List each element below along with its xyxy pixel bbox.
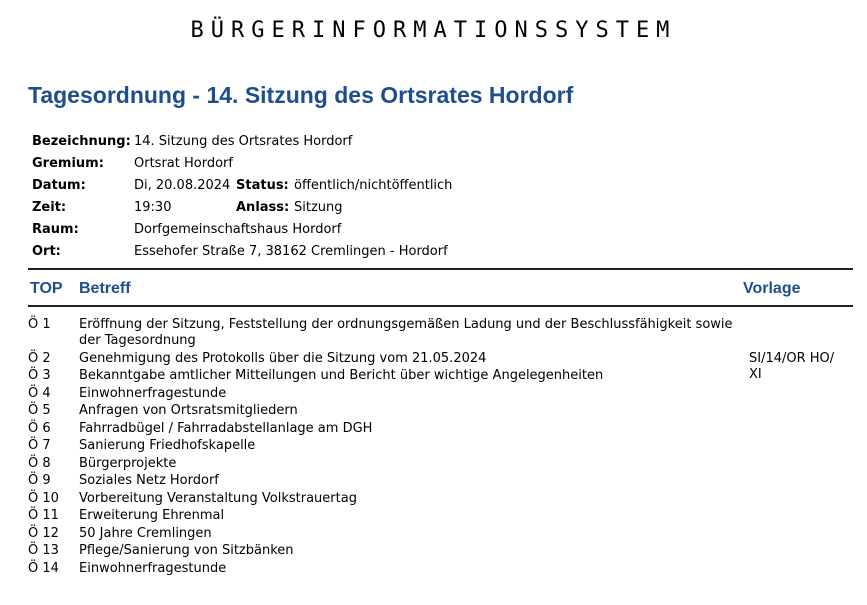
divider-top: [28, 268, 853, 270]
agenda-betreff-link[interactable]: Genehmigung des Protokolls über die Sitzung vom 21.05.2024: [79, 350, 487, 366]
agenda-top-number: Ö 12: [28, 525, 59, 541]
agenda-top-number: Ö 6: [28, 420, 51, 436]
agenda-row: [28, 368, 853, 386]
agenda-top-number: Ö 4: [28, 385, 51, 401]
agenda-row: [28, 386, 853, 404]
agenda-betreff-link[interactable]: Einwohnerfragestunde: [79, 560, 227, 576]
zeit-value: 19:30: [134, 200, 172, 215]
datum-label: Datum:: [32, 178, 86, 193]
agenda-betreff-link[interactable]: Fahrradbügel / Fahrradabstellanlage am DGH: [79, 420, 373, 436]
agenda-betreff-link[interactable]: Sanierung Friedhofskapelle: [79, 438, 256, 453]
raum-value: Dorfgemeinschaftshaus Hordorf: [134, 222, 342, 237]
agenda-vorlage-link[interactable]: SI/14/OR HO/ XI: [749, 350, 835, 382]
divider-header: [28, 305, 853, 307]
agenda-row: [28, 403, 853, 421]
agenda-betreff-link[interactable]: Bürgerprojekte: [79, 455, 177, 471]
header-betreff[interactable]: Betreff: [79, 280, 131, 297]
agenda-betreff-link[interactable]: Pflege/Sanierung von Sitzbänken: [79, 543, 294, 558]
raum-label: Raum:: [32, 222, 79, 237]
header-top[interactable]: TOP: [30, 280, 63, 297]
status-label: Status:: [236, 178, 289, 193]
agenda-row: [28, 456, 853, 474]
agenda-betreff-link[interactable]: Anfragen von Ortsratsmitgliedern: [79, 403, 298, 418]
zeit-label: Zeit:: [32, 200, 67, 215]
agenda-row: [28, 438, 853, 456]
agenda-top-number: Ö 9: [28, 473, 51, 488]
anlass-value: Sitzung: [294, 200, 343, 215]
page-title: Tagesordnung - 14. Sitzung des Ortsrates Hordorf: [28, 82, 574, 108]
agenda-row: [28, 473, 853, 491]
bezeichnung-value: 14. Sitzung des Ortsrates Hordorf: [134, 134, 353, 149]
agenda-top-number: Ö 5: [28, 403, 51, 418]
agenda-betreff-link[interactable]: Einwohnerfragestunde: [79, 385, 227, 401]
ort-label: Ort:: [32, 244, 61, 259]
gremium-link[interactable]: Ortsrat Hordorf: [134, 156, 233, 171]
agenda-top-number: Ö 2: [28, 350, 51, 366]
agenda-top-number: Ö 14: [28, 560, 59, 576]
anlass-label: Anlass:: [236, 200, 290, 215]
agenda-row: [28, 508, 853, 526]
agenda-header: [28, 280, 853, 302]
agenda-row: [28, 317, 853, 351]
bezeichnung-label: Bezeichnung:: [32, 134, 131, 149]
agenda-top-number: Ö 7: [28, 438, 51, 453]
agenda-top-number: Ö 13: [28, 543, 59, 558]
header-vorlage[interactable]: Vorlage: [743, 280, 801, 297]
agenda-top-number: Ö 10: [28, 490, 59, 506]
agenda-betreff-link[interactable]: Soziales Netz Hordorf: [79, 473, 219, 488]
agenda-top-number: Ö 11: [28, 508, 59, 523]
system-title: BÜRGERINFORMATIONSSYSTEM: [190, 18, 677, 43]
agenda-row: [28, 526, 853, 544]
agenda-betreff-link[interactable]: Vorbereitung Veranstaltung Volkstrauertag: [79, 490, 357, 506]
agenda-row: [28, 421, 853, 439]
agenda-top-number: Ö 1: [28, 317, 51, 332]
ort-value: Essehofer Straße 7, 38162 Cremlingen - Hordorf: [134, 244, 448, 259]
status-value: öffentlich/nichtöffentlich: [294, 178, 453, 193]
agenda-top-number: Ö 3: [28, 368, 51, 383]
gremium-label: Gremium:: [32, 156, 104, 171]
agenda-row: [28, 561, 853, 579]
agenda-betreff-link[interactable]: Erweiterung Ehrenmal: [79, 508, 225, 523]
agenda-betreff-link[interactable]: Bekanntgabe amtlicher Mitteilungen und Bericht über wichtige Angelegenheiten: [79, 368, 604, 383]
agenda-row: [28, 543, 853, 561]
agenda-top-number: Ö 8: [28, 455, 51, 471]
agenda-row: [28, 491, 853, 509]
datum-value: Di, 20.08.2024: [134, 178, 231, 193]
agenda-betreff-link[interactable]: 50 Jahre Cremlingen: [79, 525, 212, 541]
agenda-table: [28, 317, 853, 578]
agenda-betreff-link[interactable]: Eröffnung der Sitzung, Feststellung der ordnungsgemäßen Ladung und der Beschlussfähigkeit sowie der Tagesordnung: [79, 317, 733, 348]
